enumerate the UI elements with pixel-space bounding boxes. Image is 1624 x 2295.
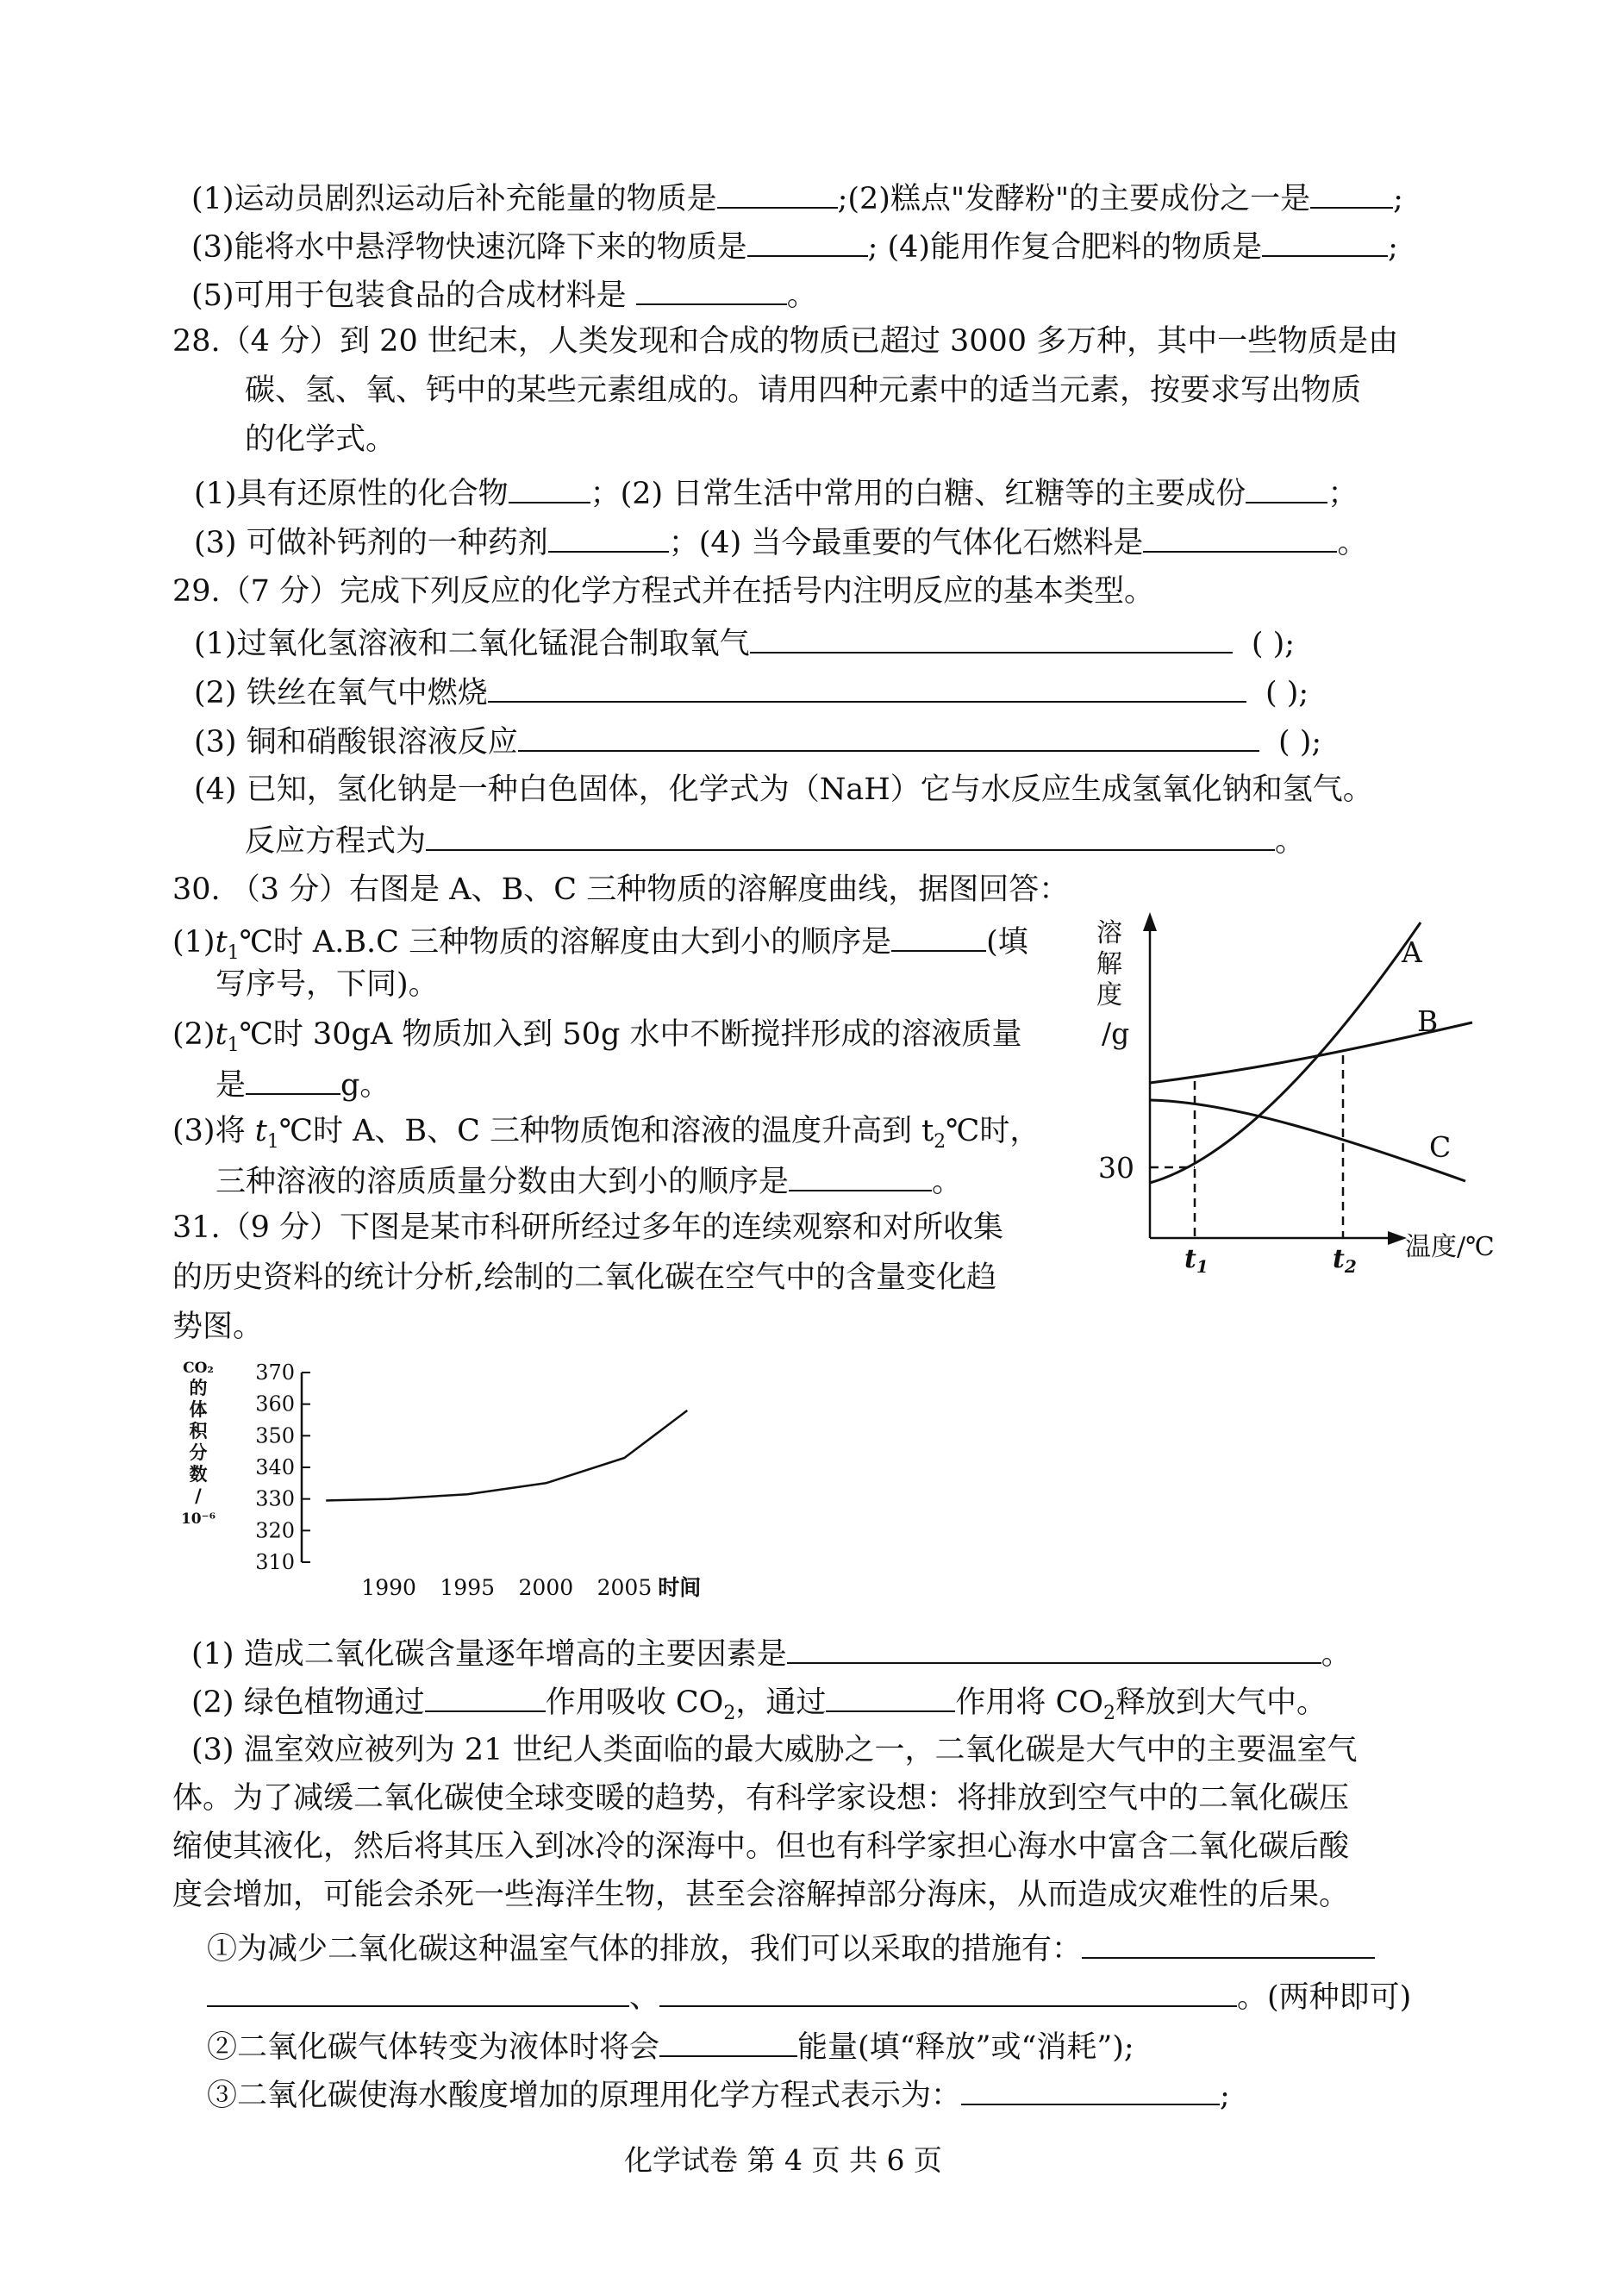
q27-line2: (3)能将水中悬浮物快速沉降下来的物质是 ; (4)能用作复合肥料的物质是 ; — [191, 226, 1398, 266]
answer-blank[interactable] — [750, 622, 1233, 653]
y-axis-label: 数 — [189, 1463, 208, 1485]
y-tick-30: 30 — [1098, 1151, 1134, 1185]
y-tick-label: 310 — [255, 1550, 295, 1574]
y-axis-label: 的 — [189, 1377, 208, 1398]
answer-blank[interactable] — [826, 1681, 955, 1712]
curve-a — [1150, 922, 1421, 1183]
q31-s1: (1) 造成二氧化碳含量逐年增高的主要因素是 。 — [191, 1633, 1352, 1673]
page-footer: 化学试卷 第 4 页 共 6 页 — [624, 2143, 942, 2177]
q29-item4-equation: 反应方程式为 。 — [245, 820, 1305, 860]
q31-text: 的历史资料的统计分析,绘制的二氧化碳在空气中的含量变化趋 — [172, 1260, 997, 1295]
q27-line3: (5)可用于包装食品的合成材料是 。 — [191, 274, 817, 315]
answer-blank[interactable] — [1262, 226, 1388, 257]
curve-c — [1150, 1100, 1465, 1181]
answer-blank[interactable] — [891, 921, 986, 952]
q31-c2: ②二氧化碳气体转变为液体时将会 能量(填“释放”或“消耗”); — [207, 2026, 1134, 2067]
x-tick-label: 1995 — [440, 1575, 496, 1600]
q28-line1: (1)具有还原性的化合物 ；(2) 日常生活中常用的白糖、红糖等的主要成份 ； — [194, 472, 1358, 513]
answer-blank[interactable] — [717, 178, 838, 209]
q31-s3: (3) 温室效应被列为 21 世纪人类面临的最大威胁之一，二氧化碳是大气中的主要温室气 — [191, 1733, 1358, 1767]
y-axis-label: 体 — [189, 1398, 208, 1420]
q29-item3: (3) 铜和硝酸银溶液反应 ( ); — [194, 721, 1321, 761]
answer-blank[interactable] — [246, 1064, 340, 1095]
q31-text: 势图。 — [172, 1310, 264, 1344]
answer-blank[interactable] — [518, 721, 1259, 752]
x-tick-label: 2005 — [597, 1575, 653, 1600]
answer-blank[interactable] — [1143, 522, 1337, 553]
q31-c3: ③二氧化碳使海水酸度增加的原理用化学方程式表示为： ; — [207, 2074, 1230, 2115]
answer-blank[interactable] — [961, 2074, 1220, 2105]
answer-blank[interactable] — [659, 1976, 1237, 2007]
curve-b-label: B — [1417, 1004, 1439, 1038]
answer-blank[interactable] — [1082, 1928, 1375, 1959]
y-axis-arrow — [1143, 912, 1157, 931]
q30-p3-cont: 三种溶液的溶质质量分数由大到小的顺序是 。 — [215, 1160, 962, 1201]
q28-heading: 28.（4 分）到 20 世纪末，人类发现和合成的物质已超过 3000 多万种，其中一些物质是由 — [172, 324, 1399, 359]
y-axis-label: 积 — [189, 1420, 208, 1441]
q31-heading: 31.（9 分）下图是某市科研所经过多年的连续观察和对所收集 — [172, 1210, 1004, 1245]
y-axis-label: 溶 — [1096, 918, 1122, 948]
y-tick-label: 360 — [255, 1391, 295, 1416]
curve-a-label: A — [1402, 935, 1422, 969]
y-tick-label: 330 — [255, 1486, 295, 1511]
q30-p2: $(2)t_1℃$时 30gA 物质加入到 50g 水中不断搅拌形成的溶液质量 — [172, 1017, 1022, 1056]
x-tick-label: 1990 — [361, 1575, 416, 1600]
q28-line2: (3) 可做补钙剂的一种药剂 ；(4) 当今最重要的气体化石燃料是 。 — [194, 522, 1367, 562]
answer-blank[interactable] — [488, 672, 1246, 703]
y-tick-label: 320 — [255, 1518, 295, 1543]
x-tick-t2: $t_2$ — [1333, 1244, 1357, 1277]
q28-text: 碳、氢、氧、钙中的某些元素组成的。请用四种元素中的适当元素，按要求写出物质 — [245, 373, 1362, 408]
answer-blank[interactable] — [787, 1633, 1321, 1664]
q31-s3-text: 缩使其液化，然后将其压入到冰冷的深海中。但也有科学家担心海水中富含二氧化碳后酸 — [172, 1829, 1350, 1864]
q31-s2: (2) 绿色植物通过 作用吸收 $CO_2$，通过 作用将 $CO_2$释放到大气中。 — [191, 1681, 1327, 1733]
answer-blank[interactable] — [747, 226, 868, 257]
y-axis-label: 10⁻⁶ — [180, 1510, 216, 1528]
q30-p1: $(1)t_1℃$时 A.B.C 三种物质的溶解度由大到小的顺序是 (填 — [172, 921, 1028, 972]
q30-heading: 30. （3 分）右图是 A、B、C 三种物质的溶解度曲线，据图回答： — [172, 872, 1070, 907]
answer-blank[interactable] — [425, 1681, 546, 1712]
co2-trend-chart — [172, 1354, 759, 1612]
q31-c1-cont: 、 。(两种即可) — [207, 1976, 1411, 2017]
answer-blank[interactable] — [548, 522, 669, 553]
answer-blank[interactable] — [659, 2026, 797, 2057]
x-axis-label: 温度/℃ — [1405, 1232, 1495, 1262]
y-tick-label: 340 — [255, 1455, 295, 1479]
x-axis-label: 时间 — [658, 1575, 702, 1600]
co2-series-line — [326, 1410, 687, 1501]
answer-blank[interactable] — [636, 274, 787, 305]
y-axis-label: /g — [1102, 1016, 1130, 1050]
q31-c1: ①为减少二氧化碳这种温室气体的排放，我们可以采取的措施有： — [207, 1928, 1375, 1968]
q28-text: 的化学式。 — [245, 422, 397, 457]
q30-p2-cont: 是 g。 — [215, 1064, 390, 1104]
y-axis-label: CO₂ — [183, 1360, 214, 1377]
y-axis-label: / — [195, 1485, 202, 1506]
answer-blank[interactable] — [789, 1160, 932, 1191]
curve-c-label: C — [1429, 1130, 1452, 1164]
q31-s3-text: 度会增加，可能会杀死一些海洋生物，甚至会溶解掉部分海床，从而造成灾难性的后果。 — [172, 1878, 1350, 1912]
q29-item4: (4) 已知，氢化钠是一种白色固体，化学式为（NaH）它与水反应生成氢氧化钠和氢气。 — [194, 772, 1373, 807]
y-tick-label: 370 — [255, 1360, 295, 1385]
q29-heading: 29.（7 分）完成下列反应的化学方程式并在括号内注明反应的基本类型。 — [172, 574, 1155, 609]
answer-blank[interactable] — [1310, 178, 1393, 209]
q29-item1: (1)过氧化氢溶液和二氧化锰混合制取氧气 ( ); — [194, 622, 1295, 663]
q27-line1: (1)运动员剧烈运动后补充能量的物质是 ;(2)糕点"发酵粉"的主要成份之一是 ; — [191, 178, 1403, 218]
x-tick-t1: $t_1$ — [1184, 1244, 1209, 1277]
q31-s3-text: 体。为了减缓二氧化碳使全球变暖的趋势，有科学家设想：将排放到空气中的二氧化碳压 — [172, 1781, 1350, 1816]
q29-item2: (2) 铁丝在氧气中燃烧 ( ); — [194, 672, 1309, 712]
y-axis-label: 解 — [1096, 949, 1122, 979]
q30-p3: (3)将 $t_1℃$时 A、B、C 三种物质饱和溶液的温度升高到 $t_2℃$时， — [172, 1114, 1040, 1153]
x-axis-arrow — [1388, 1231, 1407, 1245]
solubility-chart — [1086, 905, 1534, 1302]
answer-blank[interactable] — [426, 820, 1275, 851]
y-axis-label: 度 — [1096, 980, 1122, 1010]
answer-blank[interactable] — [509, 472, 590, 503]
answer-blank[interactable] — [1246, 472, 1327, 503]
answer-blank[interactable] — [207, 1976, 629, 2007]
y-axis-label: 分 — [189, 1441, 208, 1463]
y-tick-label: 350 — [255, 1423, 295, 1448]
q30-p1-cont: 写序号，下同)。 — [215, 967, 439, 1002]
x-tick-label: 2000 — [518, 1575, 574, 1600]
